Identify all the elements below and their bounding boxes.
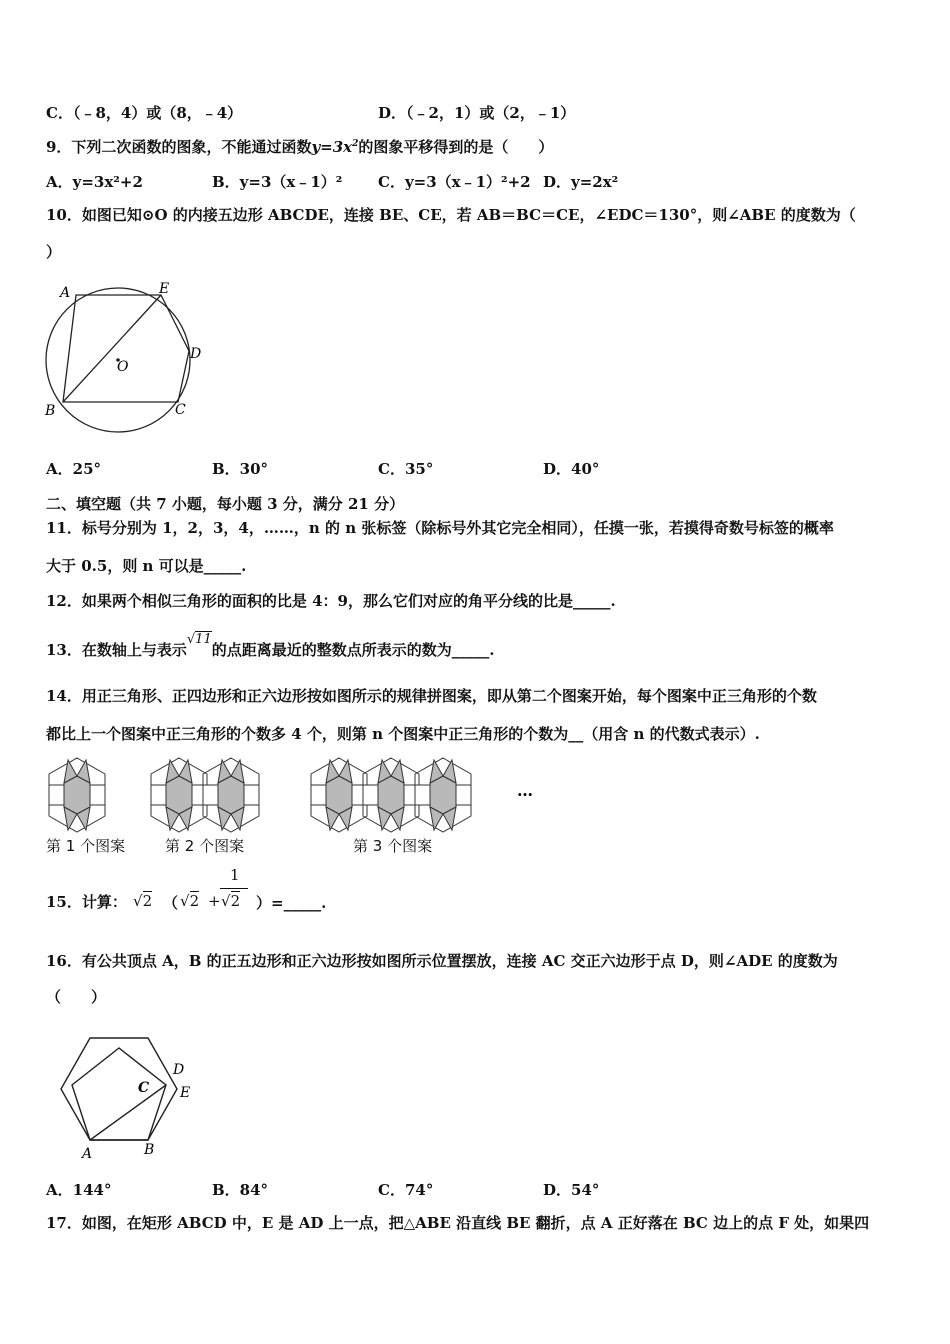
- q11-line1: 11．标号分别为 1，2，3，4，……，n 的 n 张标签（除标号外其它完全相同），任摸一张，若摸得奇数号标签的概率: [46, 519, 834, 537]
- q17-stem: 17．如图，在矩形 ABCD 中，E 是 AD 上一点，把△ABE 沿直线 BE 翻折，点 A 正好落在 BC 边上的点 F 处，如果四: [46, 1214, 870, 1232]
- label-d: D: [190, 346, 202, 362]
- q10-option-d: D．40°: [543, 460, 600, 478]
- label-a: A: [60, 285, 71, 301]
- label-b: B: [144, 1142, 155, 1158]
- q16-line1: 16．有公共顶点 A，B 的正五边形和正六边形按如图所示位置摆放，连接 AC 交正六边形于点 D，则∠ADE 的度数为: [46, 952, 838, 970]
- q10-stem: 10．如图已知⊙O 的内接五边形 ABCDE，连接 BE、CE，若 AB＝BC＝CE，∠EDC＝130°，则∠ABE 的度数为（: [46, 206, 856, 224]
- q8-option-c: C．（﹣8，4）或（8，﹣4）: [46, 104, 243, 122]
- pentagon: [72, 1048, 166, 1140]
- q10-option-b: B．30°: [212, 460, 269, 478]
- q15-label: 15．计算：: [46, 893, 127, 911]
- q9-option-a: A．y=3x²+2: [46, 173, 143, 191]
- label-e: E: [159, 281, 170, 297]
- q16-option-a: A．144°: [46, 1181, 112, 1199]
- label-b: B: [45, 403, 56, 419]
- q15-plus: +: [208, 892, 221, 910]
- q14-line2: 都比上一个图案中正三角形的个数多 4 个，则第 n 个图案中正三角形的个数为__（用含 n 的代数式表示）.: [46, 725, 760, 743]
- segment-ac: [90, 1085, 166, 1140]
- q9-option-c: C．y=3（x﹣1）²+2: [378, 173, 531, 191]
- q14-line1: 14．用正三角形、正四边形和正六边形按如图所示的规律拼图案，即从第二个图案开始，每个图案中正三角形的个数: [46, 687, 817, 705]
- q15-sqrt2-a: √2: [133, 892, 153, 910]
- q15-denominator: √2: [221, 892, 241, 910]
- section-2-heading: 二、填空题（共 7 小题，每小题 3 分，满分 21 分）: [46, 495, 405, 513]
- q9-stem: 9．下列二次函数的图象，不能通过函数$y=3x^2$的图象平移得到的是（ ）: [46, 138, 554, 156]
- q16-line2: （ ）: [46, 988, 107, 1006]
- label-o: O: [117, 359, 129, 375]
- label-c: C: [138, 1080, 150, 1096]
- pattern-ellipsis: …: [517, 781, 533, 800]
- pattern-1: [49, 758, 105, 832]
- q16-option-b: B．84°: [212, 1181, 269, 1199]
- caption-pattern-2: 第 2 个图案: [165, 837, 245, 855]
- q10-option-a: A．25°: [46, 460, 102, 478]
- q15-sqrt2-b: √2: [180, 892, 200, 910]
- label-a: A: [82, 1146, 93, 1162]
- q16-option-d: D．54°: [543, 1181, 600, 1199]
- q15-fraction-bar: [220, 888, 248, 889]
- q16-option-c: C．74°: [378, 1181, 434, 1199]
- q13-stem: 13．在数轴上与表示√11的点距离最近的整数点所表示的数为_____.: [46, 632, 495, 659]
- q10-stem-close: ）: [46, 243, 62, 261]
- label-e: E: [180, 1085, 191, 1101]
- caption-pattern-3: 第 3 个图案: [353, 837, 433, 855]
- q14-pattern-figures: [40, 752, 560, 838]
- q8-option-d: D．（﹣2，1）或（2，﹣1）: [378, 104, 576, 122]
- segment-be: [63, 295, 161, 402]
- q10-circle-figure: [38, 280, 213, 440]
- q15-close: ）=_____.: [256, 894, 327, 912]
- q16-pentagon-hexagon-figure: [50, 1028, 210, 1162]
- sqrt-11: √11: [186, 632, 212, 647]
- q9-function: $y=3x^2$: [311, 138, 359, 156]
- q15-numerator: 1: [230, 866, 240, 884]
- q10-option-c: C．35°: [378, 460, 434, 478]
- q9-option-b: B．y=3（x﹣1）²: [212, 173, 343, 191]
- caption-pattern-1: 第 1 个图案: [46, 837, 126, 855]
- q15-open-paren: （: [163, 894, 179, 912]
- label-d: D: [173, 1062, 185, 1078]
- q12-stem: 12．如果两个相似三角形的面积的比是 4：9，那么它们对应的角平分线的比是_____.: [46, 592, 616, 610]
- q11-line2: 大于 0.5，则 n 可以是_____.: [46, 557, 247, 575]
- pattern-3: [311, 758, 471, 832]
- q9-option-d: D．y=2x²: [543, 173, 619, 191]
- pattern-2: [151, 758, 259, 832]
- label-c: C: [175, 402, 186, 418]
